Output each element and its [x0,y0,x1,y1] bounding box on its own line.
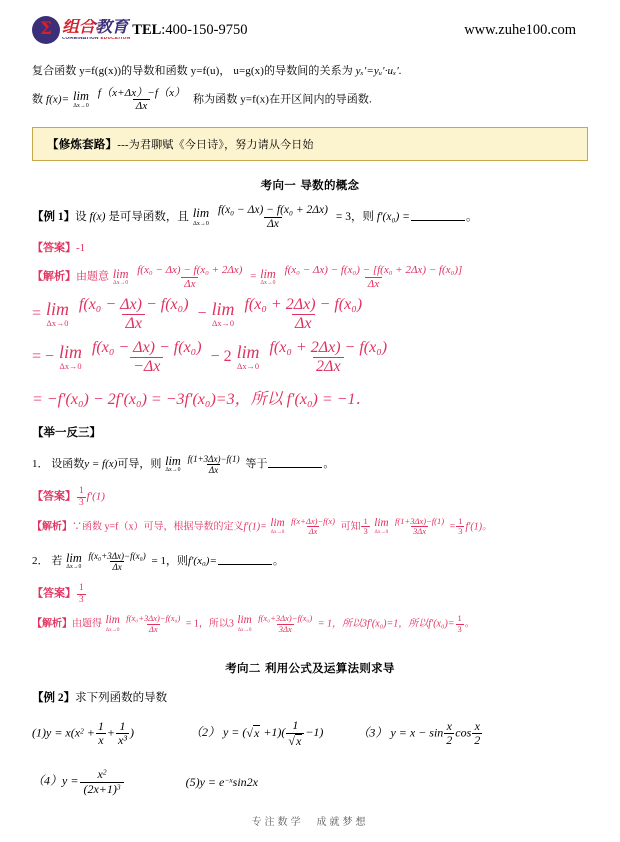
fraction-denominator: Δx [292,314,315,333]
highlight-banner [32,127,588,161]
analysis-eq-3: = − [32,347,55,365]
q1-analysis [32,517,588,537]
fraction-denominator: x [98,733,104,748]
sigma-glyph: Σ [39,19,53,39]
q1-analysis-tail: f′(1)。 [465,521,493,533]
fraction-numerator: f(x₀ − Δx) − f(x₀) [78,296,189,313]
lim-subscript: Δx→0 [165,467,181,474]
lim-subscript: Δx→0 [193,220,209,227]
q2-analysis-b: = 1，所以3 [185,618,237,630]
fraction-denominator: x³ [118,733,127,748]
intro-line-1-formula: yₓ′=yᵤ′·uₓ′. [355,65,402,77]
q2-analysis-limit-1 [106,615,120,632]
analysis-fraction-3 [76,296,192,333]
q2-analysis-fraction-2 [256,614,314,634]
fraction-denominator: Δx [264,217,282,231]
banner-text: ---为君聊赋《今日诗》，努力请从今日始 [117,138,314,151]
lim-op: lim [192,206,210,221]
fraction-numerator: 1 [457,613,462,624]
function-1-exponent: 2 [80,726,84,736]
analysis-intro: 由题意 [76,270,109,283]
brand-logo [32,16,130,44]
q1-analysis-fraction-2 [393,517,446,537]
fraction-denominator [286,733,304,748]
function-2-radicand: x [253,725,260,740]
q1-analysis-c: 可知 [340,521,361,533]
tel-label: TEL [132,21,162,38]
fraction-denominator: 3 [457,623,462,634]
logo-english-name: COMBINATION EDUCATION [62,36,131,42]
fraction-numerator: f(x₀ − Δx) − f(x₀ + 2Δx) [218,203,328,216]
fraction-numerator: f(x+Δx)−f(x) [291,515,335,526]
lim-subscript: Δx→0 [105,626,120,633]
fraction-numerator: f(x₀ + 2Δx) − f(x₀) [244,296,363,313]
radical-icon: √ [288,733,295,748]
function-2-prefix: y = ( [222,725,247,740]
q2-fraction [86,551,147,572]
function-3-label: （3） [357,725,388,740]
example-2-text: 求下列函数的导数 [75,692,168,705]
example-1-fx: f(x) [89,210,106,223]
page-footer: 专注数学 成就梦想 [251,817,369,828]
fraction-denominator: Δx [208,464,219,475]
intro-tail: 称为函数 y=f(x)在开区间内的导函数. [193,93,372,106]
analysis-tag: 【解析】 [32,618,72,630]
q1-fraction [186,454,242,475]
fraction-denominator: 2 [474,733,481,748]
lim-op: lim [165,453,181,468]
q1-analysis-limit-1 [270,518,284,535]
analysis-tag: 【解析】 [32,270,76,283]
lim-op: lim [73,89,90,104]
denominator-exponent: 3 [116,782,121,792]
q1-answer [32,486,588,508]
function-item-1 [32,720,134,748]
function-row-2 [32,768,588,796]
function-5-label: (5) [185,774,200,789]
example-2 [32,690,588,707]
banner-tag: 【修炼套路】 [47,138,118,151]
lim-subscript: Δx→0 [66,564,82,571]
q1-limit [165,455,181,474]
fraction-denominator: Δx [148,623,158,634]
analysis-limit-4 [211,298,235,328]
function-1-plus1: + [83,725,95,740]
example-1-answer [32,239,588,255]
fraction-denominator: 2 [446,733,453,748]
fraction-denominator: Δx [133,99,151,112]
lim-subscript: Δx→0 [46,318,69,328]
derivative-fraction [95,87,188,113]
q2-equals: = 1，则 [151,555,188,568]
answer-value: -1 [76,242,86,255]
fraction-numerator: x [474,718,480,733]
website-url: www.zuhe100.com [464,21,576,38]
fraction-numerator: 1 [79,486,84,497]
section-1-title: 考向一 导数的概念 [260,177,360,192]
lim-op: lim [270,517,285,530]
lim-subscript: Δx→0 [59,361,82,371]
lim-subscript: Δx→0 [113,279,129,286]
analysis-fraction-1 [134,264,245,290]
lim-subscript: Δx→0 [260,279,276,286]
fraction-numerator: f（x+Δx）−f（x） [97,87,186,99]
lim-subscript: Δx→0 [374,529,389,536]
example-1-analysis [32,264,588,290]
analysis-eq-2: = [32,305,42,323]
sigma-logo-icon [32,16,60,44]
function-3-fraction-1 [444,720,454,748]
function-4-label: （4） [32,773,63,788]
fraction-denominator: Δx [122,314,145,333]
fraction-denominator: 3 [458,526,463,537]
q2-analysis-result-fraction [456,614,464,634]
lim-subscript: Δx→0 [73,102,89,109]
telephone [132,22,247,39]
fraction-numerator [95,768,110,781]
example-1-equals: = 3，则 [335,210,377,223]
fraction-denominator: 3Δx [278,623,292,634]
lim-op: lim [211,298,235,319]
intro-line-1 [32,62,588,78]
q2-analysis-limit-2 [237,615,251,632]
fraction-denominator: Δx [308,526,318,537]
example-1-text-c: 是可导函数，且 [105,210,192,223]
example-1-tag: 【例 1】 [32,210,76,223]
numerator-base: x [97,767,103,782]
q2-period: 。 [272,555,284,568]
analysis-minus-1: − [197,305,207,323]
q1-analysis-eq: = [449,521,456,533]
analysis-minus-2: − 2 [210,347,232,365]
lim-op: lim [112,266,129,281]
function-item-4 [32,768,126,796]
fraction-denominator: Δx [112,562,122,573]
function-5-suffix: sin2x [232,774,259,789]
intro-line-1-text: 复合函数 y=f(g(x))的导数和函数 y=f(u)， u=g(x)的导数间的关系为 [32,65,356,77]
analysis-line-2 [32,296,588,333]
example-1 [32,204,588,231]
lim-op: lim [236,341,260,362]
q1-text-a: 设函数 [51,458,85,470]
fraction-numerator: f(x₀+3Δx)−f(x₀) [258,613,313,624]
fraction-denominator: Δx [365,277,382,290]
fraction-denominator [80,782,123,796]
tel-number: :400-150-9750 [161,21,248,38]
analysis-line-4: = −f′(x₀) − 2f′(x₀) = −3f′(x₀)=3，所以 f′(x₀) = −1． [32,390,372,408]
answer-tag: 【答案】 [32,242,76,255]
fraction-denominator: −Δx [130,357,163,376]
lim-subscript: Δx→0 [237,626,252,633]
function-2-suffix: −1) [305,725,324,740]
q2-limit [66,552,82,571]
analysis-limit-5 [59,341,82,371]
fraction-numerator: f(x₀ + 2Δx) − f(x₀) [269,338,388,356]
fraction-denominator: 3 [79,497,84,508]
fraction-numerator: f(x₀ − Δx) − f(x₀) − [f(x₀ + 2Δx) − f(x₀)] [284,264,463,277]
denominator-base: (2x+1) [83,781,117,796]
lim-op: lim [374,517,389,530]
function-1-plus2: + [106,725,116,740]
fraction-numerator: x [446,718,452,733]
q2-text-a: 若 [51,555,65,568]
fraction-denominator: 3Δx [413,526,427,537]
example-1-fraction [215,204,331,231]
fraction-numerator: 1 [363,515,368,526]
function-5-prefix: y = e [199,774,225,789]
analysis-eq-1: = [250,270,257,283]
function-3-mid: cos [455,725,472,740]
analysis-limit-2 [260,268,276,287]
variant-question-1 [32,454,588,475]
analysis-fraction-6 [266,339,390,376]
q2-answer-fraction [77,583,86,605]
fraction-numerator: f(x₀ − Δx) − f(x₀ + 2Δx) [137,264,243,277]
fraction-denominator: Δx [181,277,198,290]
logo-text [62,16,131,42]
logo-chinese-name: 组合教育 [62,19,130,36]
example-1-result: f′(x₀) = [376,210,410,223]
q1-analysis-fraction-1 [289,517,337,537]
answer-tag: 【答案】 [32,490,76,503]
analysis-line-3 [32,339,588,376]
function-1-fraction-1 [96,720,106,748]
fraction-numerator: 1 [458,515,463,526]
analysis-fraction-5 [89,339,205,376]
lim-op: lim [237,614,252,627]
function-2-fraction [286,719,304,748]
analysis-fraction-4 [241,296,365,333]
analysis-fraction-2 [282,264,466,290]
function-1-fraction-2 [116,720,129,748]
lim-op: lim [46,298,69,319]
function-item-2 [190,719,323,748]
fraction-numerator: 1 [79,583,84,594]
q2-analysis-c: = 1，所以3f′(x₀)=1，所以f′(x₀)= [317,618,455,630]
intro-prefix: 数 [32,93,46,106]
function-5-exponent: −x [224,775,233,785]
lim-op: lim [105,614,120,627]
variants-tag: 【举一反三】 [32,426,101,439]
q1-period: 。 [323,458,335,470]
analysis-tag: 【解析】 [32,521,72,533]
example-1-limit [193,207,209,227]
q2-analysis-fraction-1 [124,614,182,634]
q2-analysis-a: 由题得 [72,618,105,630]
function-4-fraction [80,768,123,796]
example-2-tag: 【例 2】 [32,692,76,705]
fraction-denominator: 3 [363,526,368,537]
q1-answer-fraction [77,486,86,508]
function-4-prefix: y = [62,773,79,788]
lim-op: lim [260,266,276,281]
function-3-prefix: y = x − sin [390,725,444,740]
q1-analysis-a: ∵函数 y=f（x）可导，根据导数的定义 [72,521,244,533]
radical-icon: √ [246,725,253,740]
function-row-1 [32,719,588,748]
limit-operator [73,90,89,109]
lim-op: lim [59,341,82,362]
fraction-numerator: 1 [119,718,126,733]
answer-blank[interactable] [411,210,465,221]
q1-answer-tail: f′(1) [86,490,105,503]
q1-analysis-b: f′(1)= [243,521,267,533]
q1-function: y = f(x) [84,458,118,470]
q1-tail: 等于 [245,458,268,470]
fraction-numerator: f(x₀+3Δx)−f(x₀) [126,613,181,624]
analysis-limit-1 [113,268,129,287]
q1-number: 1． [32,458,49,470]
q1-analysis-limit-2 [374,518,388,535]
function-1-label: (1) [32,725,46,740]
q1-analysis-result-fraction [456,517,464,537]
q2-analysis [32,614,588,634]
fraction-numerator: f(1+3Δx)−f(1) [187,453,240,464]
fraction-numerator: f(x₀+3Δx)−f(x₀) [88,551,146,561]
function-1-suffix: ) [129,725,134,740]
analysis-limit-6 [236,341,260,371]
fraction-numerator: 1 [292,718,299,733]
lim-subscript: Δx→0 [237,361,260,371]
q2-answer [32,583,588,605]
fraction-numerator: f(x₀ − Δx) − f(x₀) [91,338,202,356]
fraction-denominator: 2Δx [313,357,344,376]
fraction-numerator: f(1+3Δx)−f(1) [395,515,445,526]
page-header [32,0,588,52]
fraction-denominator: 3 [79,594,84,605]
q2-result: f′(x₀)= [187,555,217,568]
section-2-title: 考向二 利用公式及运算法则求导 [225,661,395,676]
function-item-5 [186,775,258,790]
lim-subscript: Δx→0 [212,318,235,328]
intro-line-2 [32,87,588,113]
intro-fx: f(x)= [45,93,70,106]
q2-analysis-end: 。 [464,618,475,630]
variants-heading [32,425,588,442]
numerator-exponent: 2 [102,767,107,777]
example-1-period: 。 [465,210,478,223]
lim-op: lim [66,551,82,566]
q1-text-c: 可导，则 [117,458,165,470]
example-1-text-a: 设 [75,210,90,223]
function-2-mid: +1)( [260,725,286,740]
q2-answer-blank[interactable] [218,555,272,565]
function-3-fraction-2 [472,720,482,748]
q2-number: 2． [32,555,49,568]
analysis-limit-3 [46,298,69,328]
variant-question-2 [32,551,588,572]
q1-answer-blank[interactable] [268,458,322,468]
answer-tag: 【答案】 [32,587,76,600]
denominator-radicand: x [296,733,302,748]
lim-subscript: Δx→0 [270,529,285,536]
function-1-prefix: y = x(x [46,725,81,740]
q1-analysis-coefficient [361,517,369,537]
fraction-numerator: 1 [97,718,104,733]
function-2-label: （2） [189,725,220,740]
function-item-3 [357,720,483,748]
